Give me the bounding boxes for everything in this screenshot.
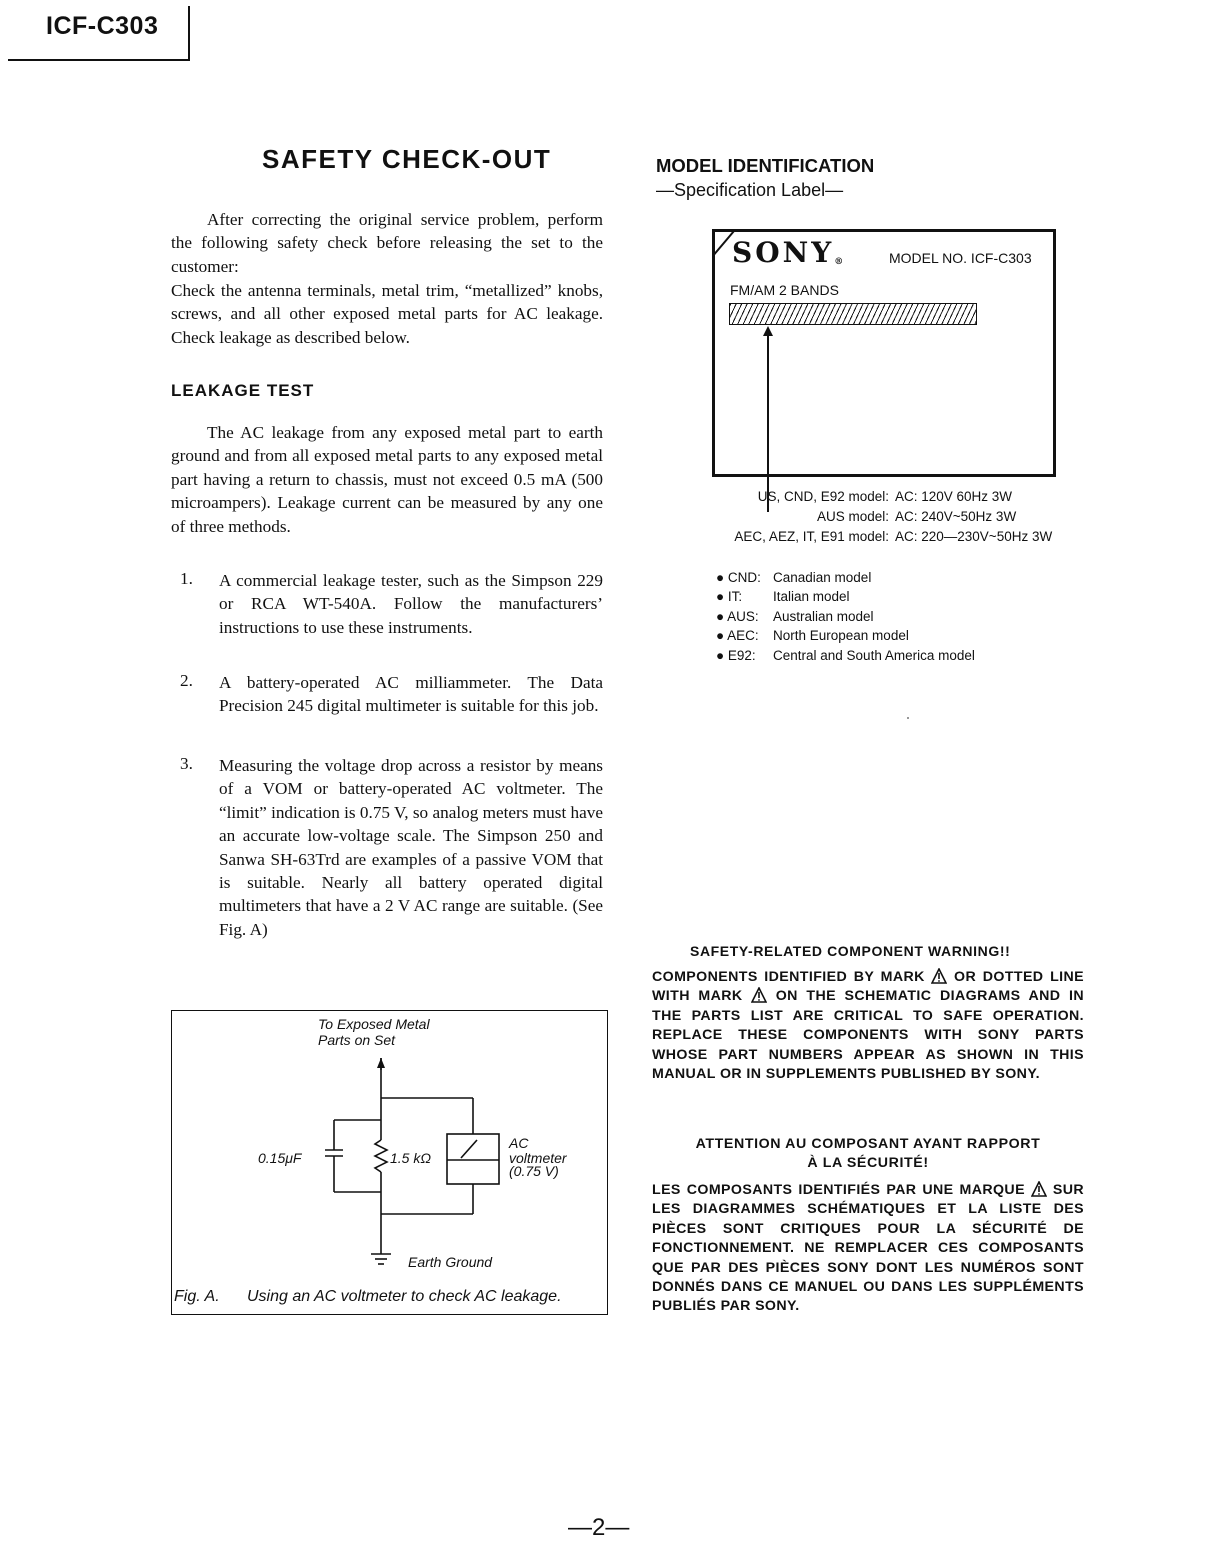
bullet-code-e92: ● E92: [716, 648, 756, 663]
intro-paragraph: After correcting the original service problem, perform the following safety check before releasing the set to the customer: [171, 210, 603, 276]
label-serial-hatch-area [729, 303, 977, 325]
attention-title: ATTENTION AU COMPOSANT AYANT RAPPORT À LA SÉCURITÉ! [695, 1136, 1041, 1172]
model-tab-title: ICF-C303 [46, 12, 159, 40]
stray-dot [907, 717, 909, 719]
leakage-paragraph: The AC leakage from any exposed metal part to earth ground and from all exposed metal parts to any exposed metal part having a return to chassis, must not exceed 0.5 mA (500 microampers). Leakage current can be measured by any one of three methods. [171, 423, 603, 536]
label-bands: FM/AM 2 BANDS [730, 282, 839, 298]
header-divider-vertical [188, 6, 190, 61]
header-divider-horizontal [8, 59, 190, 61]
label-pointer-line [767, 330, 769, 512]
leakage-test-heading: LEAKAGE TEST [171, 381, 315, 400]
bullet-code-aus: ● AUS: [716, 609, 759, 624]
page-number: —2— [568, 1514, 630, 1541]
specification-label-subtitle: —Specification Label— [656, 180, 844, 200]
model-identification-title: MODEL IDENTIFICATION [656, 155, 875, 176]
spec-value-us: AC: 120V 60Hz 3W [895, 489, 1013, 504]
warning-mark-icon [751, 987, 767, 1003]
meter-label-range: (0.75 V) [509, 1163, 559, 1179]
bullet-desc-e92: Central and South America model [773, 648, 975, 663]
earth-ground-label: Earth Ground [408, 1254, 493, 1270]
fig-label-to-exposed: To Exposed Metal [318, 1016, 430, 1032]
bullet-code-cnd: ● CND: [716, 570, 761, 585]
safety-checkout-title: SAFETY CHECK-OUT [262, 144, 552, 174]
spec-model-us: US, CND, E92 model: [757, 489, 889, 504]
safety-warning-title: SAFETY-RELATED COMPONENT WARNING!! [690, 943, 1011, 959]
spec-value-aec: AC: 220—230V~50Hz 3W [895, 529, 1053, 544]
method-3-text: Measuring the voltage drop across a resistor by means of a VOM or battery-operated AC voltmeter. The “limit” indication is 0.75 V, so analog meters must have an accurate low-voltage scale. The Simpson 250 and Sanwa SH-63Trd are examples of a passive VOM that is suitable. Nearly all battery operated digital multimeters that have a 2 V AC range are suitable. (See Fig. A) [219, 756, 603, 939]
bullet-desc-aec: North European model [773, 628, 909, 643]
label-model-number: MODEL NO. ICF-C303 [889, 250, 1032, 266]
bullet-desc-aus: Australian model [773, 609, 874, 624]
resistor-label: 1.5 kΩ [390, 1150, 432, 1166]
check-paragraph: Check the antenna terminals, metal trim, “metallized” knobs, screws, and all other exposed metal parts for AC leakage. Check leakage as described below. [171, 281, 603, 347]
attention-paragraph-fr: LES COMPOSANTS IDENTIFIÉS PAR UNE MARQUE SUR LES DIAGRAMMES SCHÉMATIQUES ET LA LISTE DES PIÈCES SONT CRITIQUES POUR LA SÉCURITÉ DE FONCTIONNEMENT. NE REMPLACER CES COMPOSANTS QUE PAR DES PIÈCES SONY DONT LES NUMÉROS SONT DONNÉS DANS CE MANUEL OU DANS LES SUPPLÉMENTS PUBLIÉS PAR SONY. [652, 1182, 1085, 1315]
fig-label-parts-on-set: Parts on Set [318, 1032, 396, 1048]
bullet-desc-it: Italian model [773, 589, 850, 604]
warning-mark-icon [1031, 1181, 1047, 1197]
bullet-code-it: ● IT: [716, 589, 743, 604]
meter-label-voltmeter: voltmeter [509, 1150, 567, 1166]
method-3-number: 3. [180, 754, 193, 773]
sony-logo: SONY® [732, 236, 844, 269]
method-1-number: 1. [180, 569, 193, 588]
spec-model-aec: AEC, AEZ, IT, E91 model: [734, 529, 889, 544]
safety-warning-paragraph: COMPONENTS IDENTIFIED BY MARK OR DOTTED LINE WITH MARK ON THE SCHEMATIC DIAGRAMS AND IN THE PARTS LIST ARE CRITICAL TO SAFE OPERATION. REPLACE THESE COMPONENTS WITH SONY PARTS WHOSE PART NUMBERS APPEAR AS SHOWN IN THIS MANUAL OR IN SUPPLEMENTS PUBLISHED BY SONY. [652, 969, 1084, 1083]
bullet-desc-cnd: Canadian model [773, 570, 872, 585]
method-2-number: 2. [180, 671, 193, 690]
spec-value-aus: AC: 240V~50Hz 3W [895, 509, 1017, 524]
capacitor-label: 0.15μF [258, 1150, 302, 1166]
method-1-text: A commercial leakage tester, such as the Simpson 229 or RCA WT-540A. Follow the manufacturers’ instructions to use these instruments. [219, 571, 603, 637]
figure-caption-label: Fig. A. [174, 1288, 220, 1305]
warning-mark-icon [931, 968, 947, 984]
method-2-text: A battery-operated AC milliammeter. The Data Precision 245 digital multimeter is suitable for this job. [219, 673, 603, 716]
bullet-code-aec: ● AEC: [716, 628, 759, 643]
figure-caption-text: Using an AC voltmeter to check AC leakage. [247, 1288, 562, 1305]
spec-model-aus: AUS model: [816, 509, 889, 524]
meter-label-ac: AC [509, 1135, 529, 1151]
